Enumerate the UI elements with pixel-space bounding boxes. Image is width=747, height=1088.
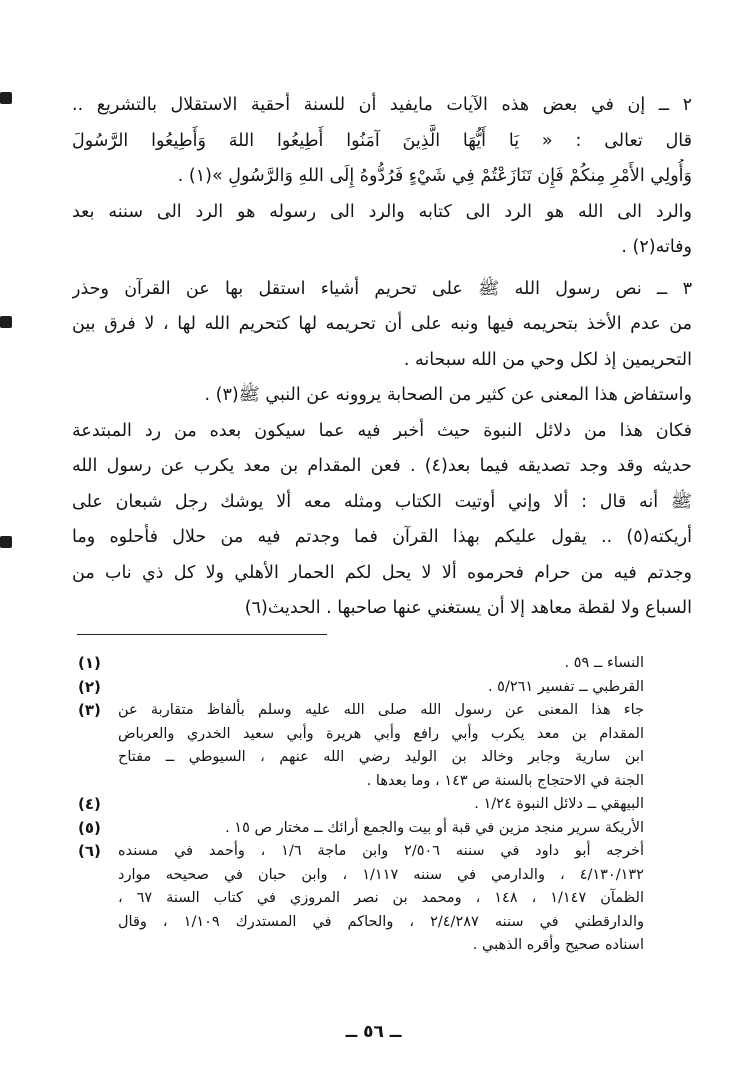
margin-mark: [0, 92, 12, 104]
text-line: فكان هذا من دلائل النبوة حيث أخبر فيه عما سيكون بعده من رد المبتدعة: [72, 420, 692, 441]
text-line: واستفاض هذا المعنى عن كثير من الصحابة يروونه عن النبي ﷺ(٣) .: [204, 385, 692, 405]
text-line: وفاته(٢) .: [621, 237, 692, 257]
footnote: [78, 699, 644, 793]
footnote: [78, 817, 644, 841]
footnotes: [78, 652, 644, 958]
footnote: [78, 793, 644, 817]
text-line: ٢ ــ إن في بعض هذه الآيات مايفيد أن للسنة أحقية الاستقلال بالتشريع ..: [72, 95, 692, 115]
footnote-line: المقدام بن معد يكرب وأبي رافع وأبي هريرة وأبي سعيد الخدري والعرباض: [118, 725, 644, 742]
footnote-number: (١): [78, 654, 101, 672]
footnote-line: والدارقطني في سننه ٢/٤/٢٨٧ ، والحاكم في المستدرك ١/١٠٩ ، وقال: [118, 913, 644, 930]
text-line: حديثه وقد وجد تصديقه فيما بعد(٤) . فعن المقدام بن معد يكرب عن رسول الله: [72, 456, 692, 476]
footnote: [78, 676, 644, 700]
margin-mark: [0, 536, 12, 548]
text-line: التحريمين إذ لكل وحي من الله سبحانه .: [403, 349, 692, 370]
footnote-number: (٤): [78, 795, 101, 813]
footnote-number: (٦): [78, 842, 101, 860]
footnote-line: الأريكة سرير منجد مزين في قبة أو بيت والجمع أرائك ــ مختار ص ١٥ .: [225, 819, 644, 836]
footnote-line: جاء هذا المعنى عن رسول الله صلى الله عليه وسلم بألفاظ متقاربة عن: [118, 702, 644, 718]
footnote: [78, 840, 644, 958]
footnote-line: ابن سارية وجابر وخالد بن الوليد رضي الله عنهم ، السيوطي ــ مفتاح: [118, 749, 644, 765]
footnote-number: (٣): [78, 701, 101, 719]
page-number: ــ ٥٦ ــ: [345, 1022, 402, 1042]
text-line: ٣ ــ نص رسول الله ﷺ على تحريم أشياء استقل بها عن القرآن وحذر: [72, 278, 692, 299]
text-line: أريكته(٥) .. يقول عليكم بهذا القرآن فما وجدتم فيه من حلال فأحلوه وما: [72, 527, 692, 547]
footnote-line: اسناده صحيح وأقره الذهبي .: [472, 937, 644, 953]
paragraph: [72, 378, 692, 627]
footnote-line: ٤/١٣٠/١٣٢ ، والدارمي في سننه ١/١١٧ ، وابن حبان في صحيحه موارد: [118, 866, 644, 883]
paragraph: [72, 88, 692, 195]
text-line: وجدتم فيه من حرام فحرموه ألا لا يحل لكم الحمار الأهلي ولا كل ذي ناب من: [72, 562, 692, 583]
text-line: قال تعالى : « يَا أَيُّهَا الَّذِينَ آمَنُوا أَطِيعُوا اللهَ وَأَطِيعُوا الرَّسُولَ: [72, 130, 692, 151]
text-line: وَأُولِي الأَمْرِ مِنكُمْ فَإِن تَنَازَعْتُمْ فِي شَيْءٍ فَرُدُّوهُ إِلَى اللهِ وَالرَّسُولِ »(١) .: [177, 166, 692, 186]
footnote: [78, 652, 644, 676]
margin-mark: [0, 316, 12, 328]
footnote-separator: [77, 634, 327, 635]
footnote-number: (٢): [78, 677, 101, 696]
footnote-line: البيهقي ــ دلائل النبوة ١/٢٤ .: [474, 796, 644, 812]
footnote-line: أخرجه أبو داود في سننه ٢/٥٠٦ وابن ماجة ١/٦ ، وأحمد في مسنده: [118, 843, 644, 859]
text-line: والرد الى الله هو الرد الى كتابه والرد الى رسوله هو الرد الى سننه بعد: [72, 201, 692, 222]
text-line: من عدم الأخذ بتحريمه فيها ونبه على أن تحريمه لها كتحريم الله لها ، لا فرق بين: [72, 314, 692, 334]
footnote-number: (٥): [78, 818, 101, 837]
text-line: السباع ولا لقطة معاهد إلا أن يستغني عنها صاحبها . الحديث(٦): [244, 598, 692, 618]
footnote-line: القرطبي ــ تفسير ٥/٢٦١ .: [487, 678, 644, 695]
footnote-line: الظمآن ١/١٤٧ ، ١٤٨ ، ومحمد بن نصر المروزي في كتاب السنة ٦٧ ،: [118, 890, 644, 906]
text-line: ﷺ أنه قال : ألا وإني أوتيت الكتاب ومثله معه ألا يوشك رجل شبعان على: [72, 491, 692, 512]
footnote-line: الجنة في الاحتجاج بالسنة ص ١٤٣ ، وما بعدها .: [366, 772, 644, 789]
main-text: [72, 88, 692, 627]
footnote-line: النساء ــ ٥٩ .: [564, 655, 644, 671]
paragraph: [72, 195, 692, 266]
paragraph: [72, 272, 692, 379]
